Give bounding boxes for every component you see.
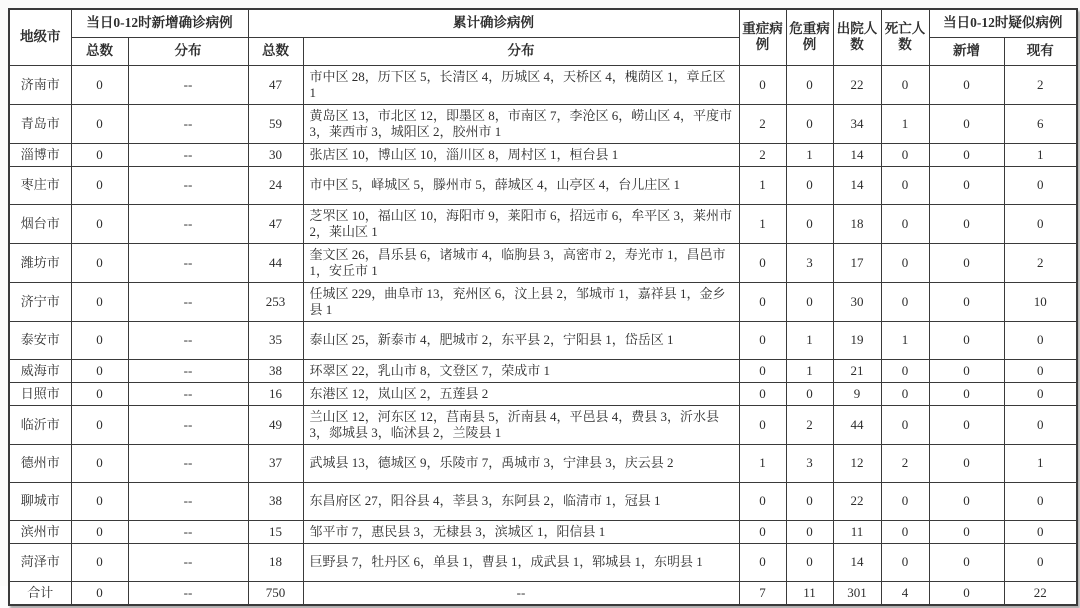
suspected-new-cell: 0 [929, 143, 1004, 166]
cum-dist-cell: 武城县 13，德城区 9，乐陵市 7，禹城市 3，宁津县 3，庆云县 2 [303, 444, 739, 482]
city-cell: 济南市 [9, 65, 71, 104]
city-cell: 日照市 [9, 382, 71, 405]
cum-total-cell: 24 [248, 166, 303, 204]
discharged-cell: 14 [833, 166, 881, 204]
city-cell: 潍坊市 [9, 243, 71, 282]
city-cell: 德州市 [9, 444, 71, 482]
suspected-existing-cell: 0 [1004, 543, 1077, 581]
discharged-cell: 22 [833, 65, 881, 104]
cum-dist-cell: 张店区 10，博山区 10，淄川区 8，周村区 1，桓台县 1 [303, 143, 739, 166]
new-total-cell: 0 [71, 282, 128, 321]
discharged-cell: 14 [833, 143, 881, 166]
new-dist-cell: -- [128, 321, 248, 359]
city-cell: 威海市 [9, 359, 71, 382]
new-dist-cell: -- [128, 382, 248, 405]
suspected-new-cell: 0 [929, 482, 1004, 520]
header-discharged-count: 出院人数 [833, 9, 881, 65]
cum-total-cell: 37 [248, 444, 303, 482]
deaths-cell: 0 [881, 282, 929, 321]
new-total-cell: 0 [71, 520, 128, 543]
table-body [9, 65, 1077, 605]
suspected-new-cell: 0 [929, 405, 1004, 444]
cum-total-cell: 38 [248, 359, 303, 382]
new-dist-cell: -- [128, 543, 248, 581]
new-dist-cell: -- [128, 243, 248, 282]
header-cumulative-total: 总数 [248, 37, 303, 65]
suspected-existing-cell: 0 [1004, 405, 1077, 444]
severe-cell: 0 [739, 382, 786, 405]
suspected-new-cell: 0 [929, 282, 1004, 321]
header-death-count: 死亡人数 [881, 9, 929, 65]
deaths-cell: 0 [881, 166, 929, 204]
severe-cell: 0 [739, 520, 786, 543]
header-suspected-existing: 现有 [1004, 37, 1077, 65]
discharged-cell: 22 [833, 482, 881, 520]
cum-dist-cell: -- [303, 581, 739, 605]
new-dist-cell: -- [128, 482, 248, 520]
deaths-cell: 0 [881, 543, 929, 581]
cum-dist-cell: 东昌府区 27，阳谷县 4，莘县 3，东阿县 2，临清市 1，冠县 1 [303, 482, 739, 520]
cum-total-cell: 47 [248, 65, 303, 104]
severe-cell: 0 [739, 482, 786, 520]
cum-dist-cell: 芝罘区 10，福山区 10，海阳市 9，莱阳市 6，招远市 6，牟平区 3，莱州市 2，莱山区 1 [303, 204, 739, 243]
cum-dist-cell: 市中区 5，峄城区 5，滕州市 5，薛城区 4，山亭区 4，台儿庄区 1 [303, 166, 739, 204]
new-total-cell: 0 [71, 204, 128, 243]
cum-dist-cell: 黄岛区 13，市北区 12，即墨区 8，市南区 7，李沧区 6，崂山区 4，平度市 3，莱西市 3，城阳区 2，胶州市 1 [303, 104, 739, 143]
table-row-weifang [9, 243, 1077, 282]
city-cell: 菏泽市 [9, 543, 71, 581]
new-dist-cell: -- [128, 65, 248, 104]
table-row-jinan [9, 65, 1077, 104]
new-total-cell: 0 [71, 444, 128, 482]
cum-total-cell: 44 [248, 243, 303, 282]
deaths-cell: 1 [881, 104, 929, 143]
city-cell: 青岛市 [9, 104, 71, 143]
critical-cell: 0 [786, 282, 833, 321]
severe-cell: 1 [739, 166, 786, 204]
cum-dist-cell: 东港区 12，岚山区 2，五莲县 2 [303, 382, 739, 405]
cum-total-cell: 750 [248, 581, 303, 605]
new-total-cell: 0 [71, 143, 128, 166]
critical-cell: 0 [786, 65, 833, 104]
table-row-qingdao [9, 104, 1077, 143]
deaths-cell: 4 [881, 581, 929, 605]
cum-total-cell: 253 [248, 282, 303, 321]
deaths-cell: 0 [881, 382, 929, 405]
discharged-cell: 11 [833, 520, 881, 543]
new-dist-cell: -- [128, 405, 248, 444]
discharged-cell: 34 [833, 104, 881, 143]
header-cumulative-group: 累计确诊病例 [248, 9, 739, 37]
cum-dist-cell: 兰山区 12，河东区 12，莒南县 5，沂南县 4，平邑县 4，费县 3，沂水县 3，郯城县 3，临沭县 2，兰陵县 1 [303, 405, 739, 444]
suspected-new-cell: 0 [929, 581, 1004, 605]
table-row-heze [9, 543, 1077, 581]
cum-total-cell: 18 [248, 543, 303, 581]
new-total-cell: 0 [71, 243, 128, 282]
suspected-existing-cell: 1 [1004, 444, 1077, 482]
new-dist-cell: -- [128, 143, 248, 166]
new-dist-cell: -- [128, 204, 248, 243]
cum-total-cell: 16 [248, 382, 303, 405]
severe-cell: 0 [739, 282, 786, 321]
discharged-cell: 9 [833, 382, 881, 405]
critical-cell: 11 [786, 581, 833, 605]
table-row-dezhou [9, 444, 1077, 482]
deaths-cell: 0 [881, 143, 929, 166]
header-new-confirmed-group: 当日0-12时新增确诊病例 [71, 9, 248, 37]
city-cell: 淄博市 [9, 143, 71, 166]
suspected-existing-cell: 0 [1004, 321, 1077, 359]
suspected-new-cell: 0 [929, 243, 1004, 282]
critical-cell: 0 [786, 104, 833, 143]
suspected-new-cell: 0 [929, 359, 1004, 382]
cum-total-cell: 47 [248, 204, 303, 243]
table-row-zaozhuang [9, 166, 1077, 204]
severe-cell: 0 [739, 405, 786, 444]
new-total-cell: 0 [71, 65, 128, 104]
header-severe-cases: 重症病例 [739, 9, 786, 65]
deaths-cell: 0 [881, 482, 929, 520]
header-city: 地级市 [9, 9, 71, 65]
suspected-existing-cell: 0 [1004, 482, 1077, 520]
cum-dist-cell: 邹平市 7，惠民县 3，无棣县 3，滨城区 1，阳信县 1 [303, 520, 739, 543]
suspected-new-cell: 0 [929, 204, 1004, 243]
new-dist-cell: -- [128, 104, 248, 143]
discharged-cell: 18 [833, 204, 881, 243]
city-cell: 烟台市 [9, 204, 71, 243]
header-new-distribution: 分布 [128, 37, 248, 65]
table-row-liaocheng [9, 482, 1077, 520]
discharged-cell: 19 [833, 321, 881, 359]
table-row-rizhao [9, 382, 1077, 405]
cum-dist-cell: 泰山区 25，新泰市 4，肥城市 2，东平县 2，宁阳县 1，岱岳区 1 [303, 321, 739, 359]
new-dist-cell: -- [128, 444, 248, 482]
new-dist-cell: -- [128, 359, 248, 382]
severe-cell: 2 [739, 104, 786, 143]
critical-cell: 2 [786, 405, 833, 444]
total-label-cell: 合计 [9, 581, 71, 605]
new-total-cell: 0 [71, 482, 128, 520]
cum-total-cell: 30 [248, 143, 303, 166]
city-cell: 聊城市 [9, 482, 71, 520]
city-cell: 济宁市 [9, 282, 71, 321]
deaths-cell: 0 [881, 359, 929, 382]
severe-cell: 0 [739, 243, 786, 282]
deaths-cell: 2 [881, 444, 929, 482]
suspected-new-cell: 0 [929, 321, 1004, 359]
discharged-cell: 44 [833, 405, 881, 444]
table-row-zibo [9, 143, 1077, 166]
table-row-taian [9, 321, 1077, 359]
new-dist-cell: -- [128, 282, 248, 321]
deaths-cell: 0 [881, 204, 929, 243]
table-row-jining [9, 282, 1077, 321]
cum-dist-cell: 环翠区 22，乳山市 8，文登区 7，荣成市 1 [303, 359, 739, 382]
suspected-existing-cell: 0 [1004, 382, 1077, 405]
severe-cell: 0 [739, 359, 786, 382]
new-total-cell: 0 [71, 405, 128, 444]
severe-cell: 7 [739, 581, 786, 605]
suspected-new-cell: 0 [929, 104, 1004, 143]
severe-cell: 0 [739, 321, 786, 359]
header-suspected-new: 新增 [929, 37, 1004, 65]
critical-cell: 3 [786, 444, 833, 482]
critical-cell: 0 [786, 382, 833, 405]
suspected-existing-cell: 0 [1004, 204, 1077, 243]
deaths-cell: 0 [881, 65, 929, 104]
cum-total-cell: 38 [248, 482, 303, 520]
cum-total-cell: 35 [248, 321, 303, 359]
discharged-cell: 30 [833, 282, 881, 321]
critical-cell: 1 [786, 143, 833, 166]
suspected-existing-cell: 2 [1004, 243, 1077, 282]
suspected-new-cell: 0 [929, 543, 1004, 581]
new-total-cell: 0 [71, 166, 128, 204]
suspected-existing-cell: 10 [1004, 282, 1077, 321]
suspected-existing-cell: 1 [1004, 143, 1077, 166]
statistics-table [8, 8, 1078, 606]
cum-total-cell: 49 [248, 405, 303, 444]
critical-cell: 3 [786, 243, 833, 282]
suspected-existing-cell: 2 [1004, 65, 1077, 104]
deaths-cell: 0 [881, 520, 929, 543]
table-header [9, 9, 1077, 65]
new-total-cell: 0 [71, 321, 128, 359]
suspected-new-cell: 0 [929, 444, 1004, 482]
table-row-yantai [9, 204, 1077, 243]
cum-dist-cell: 奎文区 26，昌乐县 6，诸城市 4，临朐县 3，高密市 2，寿光市 1，昌邑市 1，安丘市 1 [303, 243, 739, 282]
severe-cell: 2 [739, 143, 786, 166]
cum-dist-cell: 任城区 229，曲阜市 13，兖州区 6，汶上县 2，邹城市 1，嘉祥县 1，金乡县 1 [303, 282, 739, 321]
severe-cell: 0 [739, 65, 786, 104]
discharged-cell: 301 [833, 581, 881, 605]
new-dist-cell: -- [128, 581, 248, 605]
critical-cell: 0 [786, 543, 833, 581]
header-cumulative-distribution: 分布 [303, 37, 739, 65]
suspected-new-cell: 0 [929, 65, 1004, 104]
city-cell: 泰安市 [9, 321, 71, 359]
suspected-existing-cell: 0 [1004, 520, 1077, 543]
new-dist-cell: -- [128, 520, 248, 543]
suspected-new-cell: 0 [929, 520, 1004, 543]
table-row-linyi [9, 405, 1077, 444]
header-new-total: 总数 [71, 37, 128, 65]
new-total-cell: 0 [71, 581, 128, 605]
suspected-existing-cell: 0 [1004, 166, 1077, 204]
new-total-cell: 0 [71, 359, 128, 382]
suspected-existing-cell: 6 [1004, 104, 1077, 143]
cum-total-cell: 59 [248, 104, 303, 143]
suspected-existing-cell: 0 [1004, 359, 1077, 382]
cum-total-cell: 15 [248, 520, 303, 543]
suspected-existing-cell: 22 [1004, 581, 1077, 605]
deaths-cell: 0 [881, 243, 929, 282]
deaths-cell: 1 [881, 321, 929, 359]
cum-dist-cell: 巨野县 7，牡丹区 6，单县 1，曹县 1，成武县 1，郓城县 1，东明县 1 [303, 543, 739, 581]
severe-cell: 0 [739, 543, 786, 581]
deaths-cell: 0 [881, 405, 929, 444]
new-dist-cell: -- [128, 166, 248, 204]
critical-cell: 0 [786, 482, 833, 520]
header-suspected-group: 当日0-12时疑似病例 [929, 9, 1077, 37]
city-cell: 临沂市 [9, 405, 71, 444]
discharged-cell: 21 [833, 359, 881, 382]
table-row-total [9, 581, 1077, 605]
critical-cell: 0 [786, 204, 833, 243]
header-row-1 [9, 9, 1077, 37]
city-cell: 枣庄市 [9, 166, 71, 204]
critical-cell: 0 [786, 520, 833, 543]
new-total-cell: 0 [71, 382, 128, 405]
critical-cell: 1 [786, 359, 833, 382]
table-row-binzhou [9, 520, 1077, 543]
new-total-cell: 0 [71, 104, 128, 143]
severe-cell: 1 [739, 444, 786, 482]
cum-dist-cell: 市中区 28，历下区 5，长清区 4，历城区 4，天桥区 4，槐荫区 1，章丘区 1 [303, 65, 739, 104]
critical-cell: 1 [786, 321, 833, 359]
severe-cell: 1 [739, 204, 786, 243]
table-row-weihai [9, 359, 1077, 382]
city-cell: 滨州市 [9, 520, 71, 543]
suspected-new-cell: 0 [929, 166, 1004, 204]
new-total-cell: 0 [71, 543, 128, 581]
critical-cell: 0 [786, 166, 833, 204]
suspected-new-cell: 0 [929, 382, 1004, 405]
header-critical-cases: 危重病例 [786, 9, 833, 65]
discharged-cell: 12 [833, 444, 881, 482]
discharged-cell: 17 [833, 243, 881, 282]
discharged-cell: 14 [833, 543, 881, 581]
